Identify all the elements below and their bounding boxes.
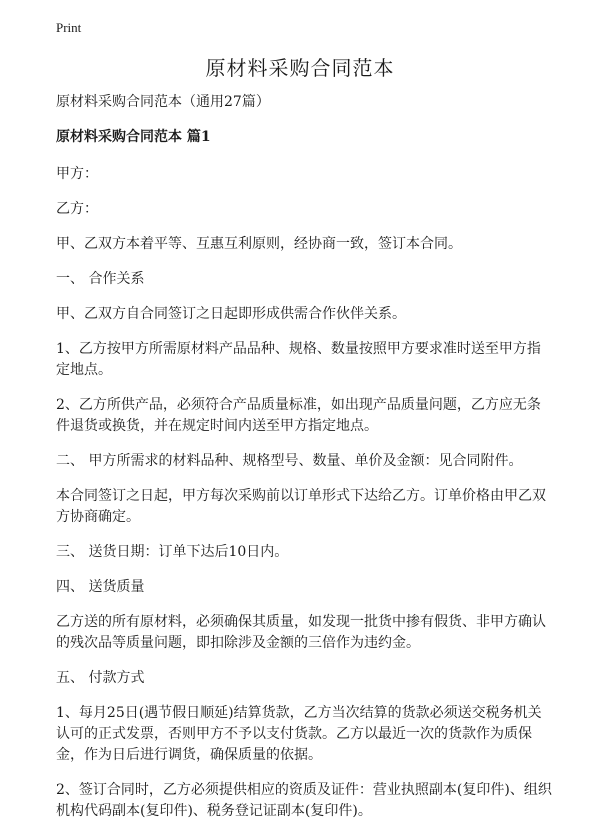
paragraph: 本合同签订之日起，甲方每次采购前以订单形式下达给乙方。订单价格由甲乙双方协商确定。	[56, 488, 546, 525]
clause-heading: 四、 送货质量	[56, 579, 145, 595]
paragraph: 甲、乙双方自合同签订之日起即形成供需合作伙伴关系。	[56, 306, 406, 322]
paragraph: 1、乙方按甲方所需原材料产品品种、规格、数量按照甲方要求准时送至甲方指定地点。	[56, 341, 541, 378]
print-label: Print	[56, 20, 82, 35]
paragraph: 2、乙方所供产品，必须符合产品质量标准，如出现产品质量问题，乙方应无条件退货或换货，并在规定时间内送至甲方指定地点。	[56, 397, 541, 434]
paragraph: 乙方送的所有原材料，必须确保其质量，如发现一批货中掺有假货、非甲方确认的残次品等质量问题，即扣除涉及金额的三倍作为违约金。	[56, 614, 546, 651]
paragraph: 1、每月25日(遇节假日顺延)结算货款，乙方当次结算的货款必须送交税务机关认可的正式发票，否则甲方不予以支付货款。乙方以最近一次的货款作为质保金，作为日后进行调货，确保质量的依据。	[56, 705, 542, 763]
party-b-line: 乙方：	[56, 201, 98, 217]
page-title: 原材料采购合同范本	[205, 56, 395, 80]
party-a-line: 甲方：	[56, 166, 98, 182]
clause-heading: 二、 甲方所需求的材料品种、规格型号、数量、单价及金额：见合同附件。	[56, 453, 523, 469]
clause-heading: 一、 合作关系	[56, 271, 145, 287]
section-heading: 原材料采购合同范本 篇1	[56, 129, 211, 145]
document-body	[56, 92, 552, 836]
clause-heading: 三、 送货日期：订单下达后10日内。	[56, 544, 289, 560]
document-subtitle: 原材料采购合同范本（通用27篇）	[56, 94, 270, 110]
clause-heading: 五、 付款方式	[56, 670, 145, 686]
paragraph: 2、签订合同时，乙方必须提供相应的资质及证件：营业执照副本(复印件)、组织机构代码副本(复印件)、税务登记证副本(复印件)。	[56, 782, 552, 819]
paragraph: 甲、乙双方本着平等、互惠互利原则，经协商一致，签订本合同。	[56, 236, 462, 252]
